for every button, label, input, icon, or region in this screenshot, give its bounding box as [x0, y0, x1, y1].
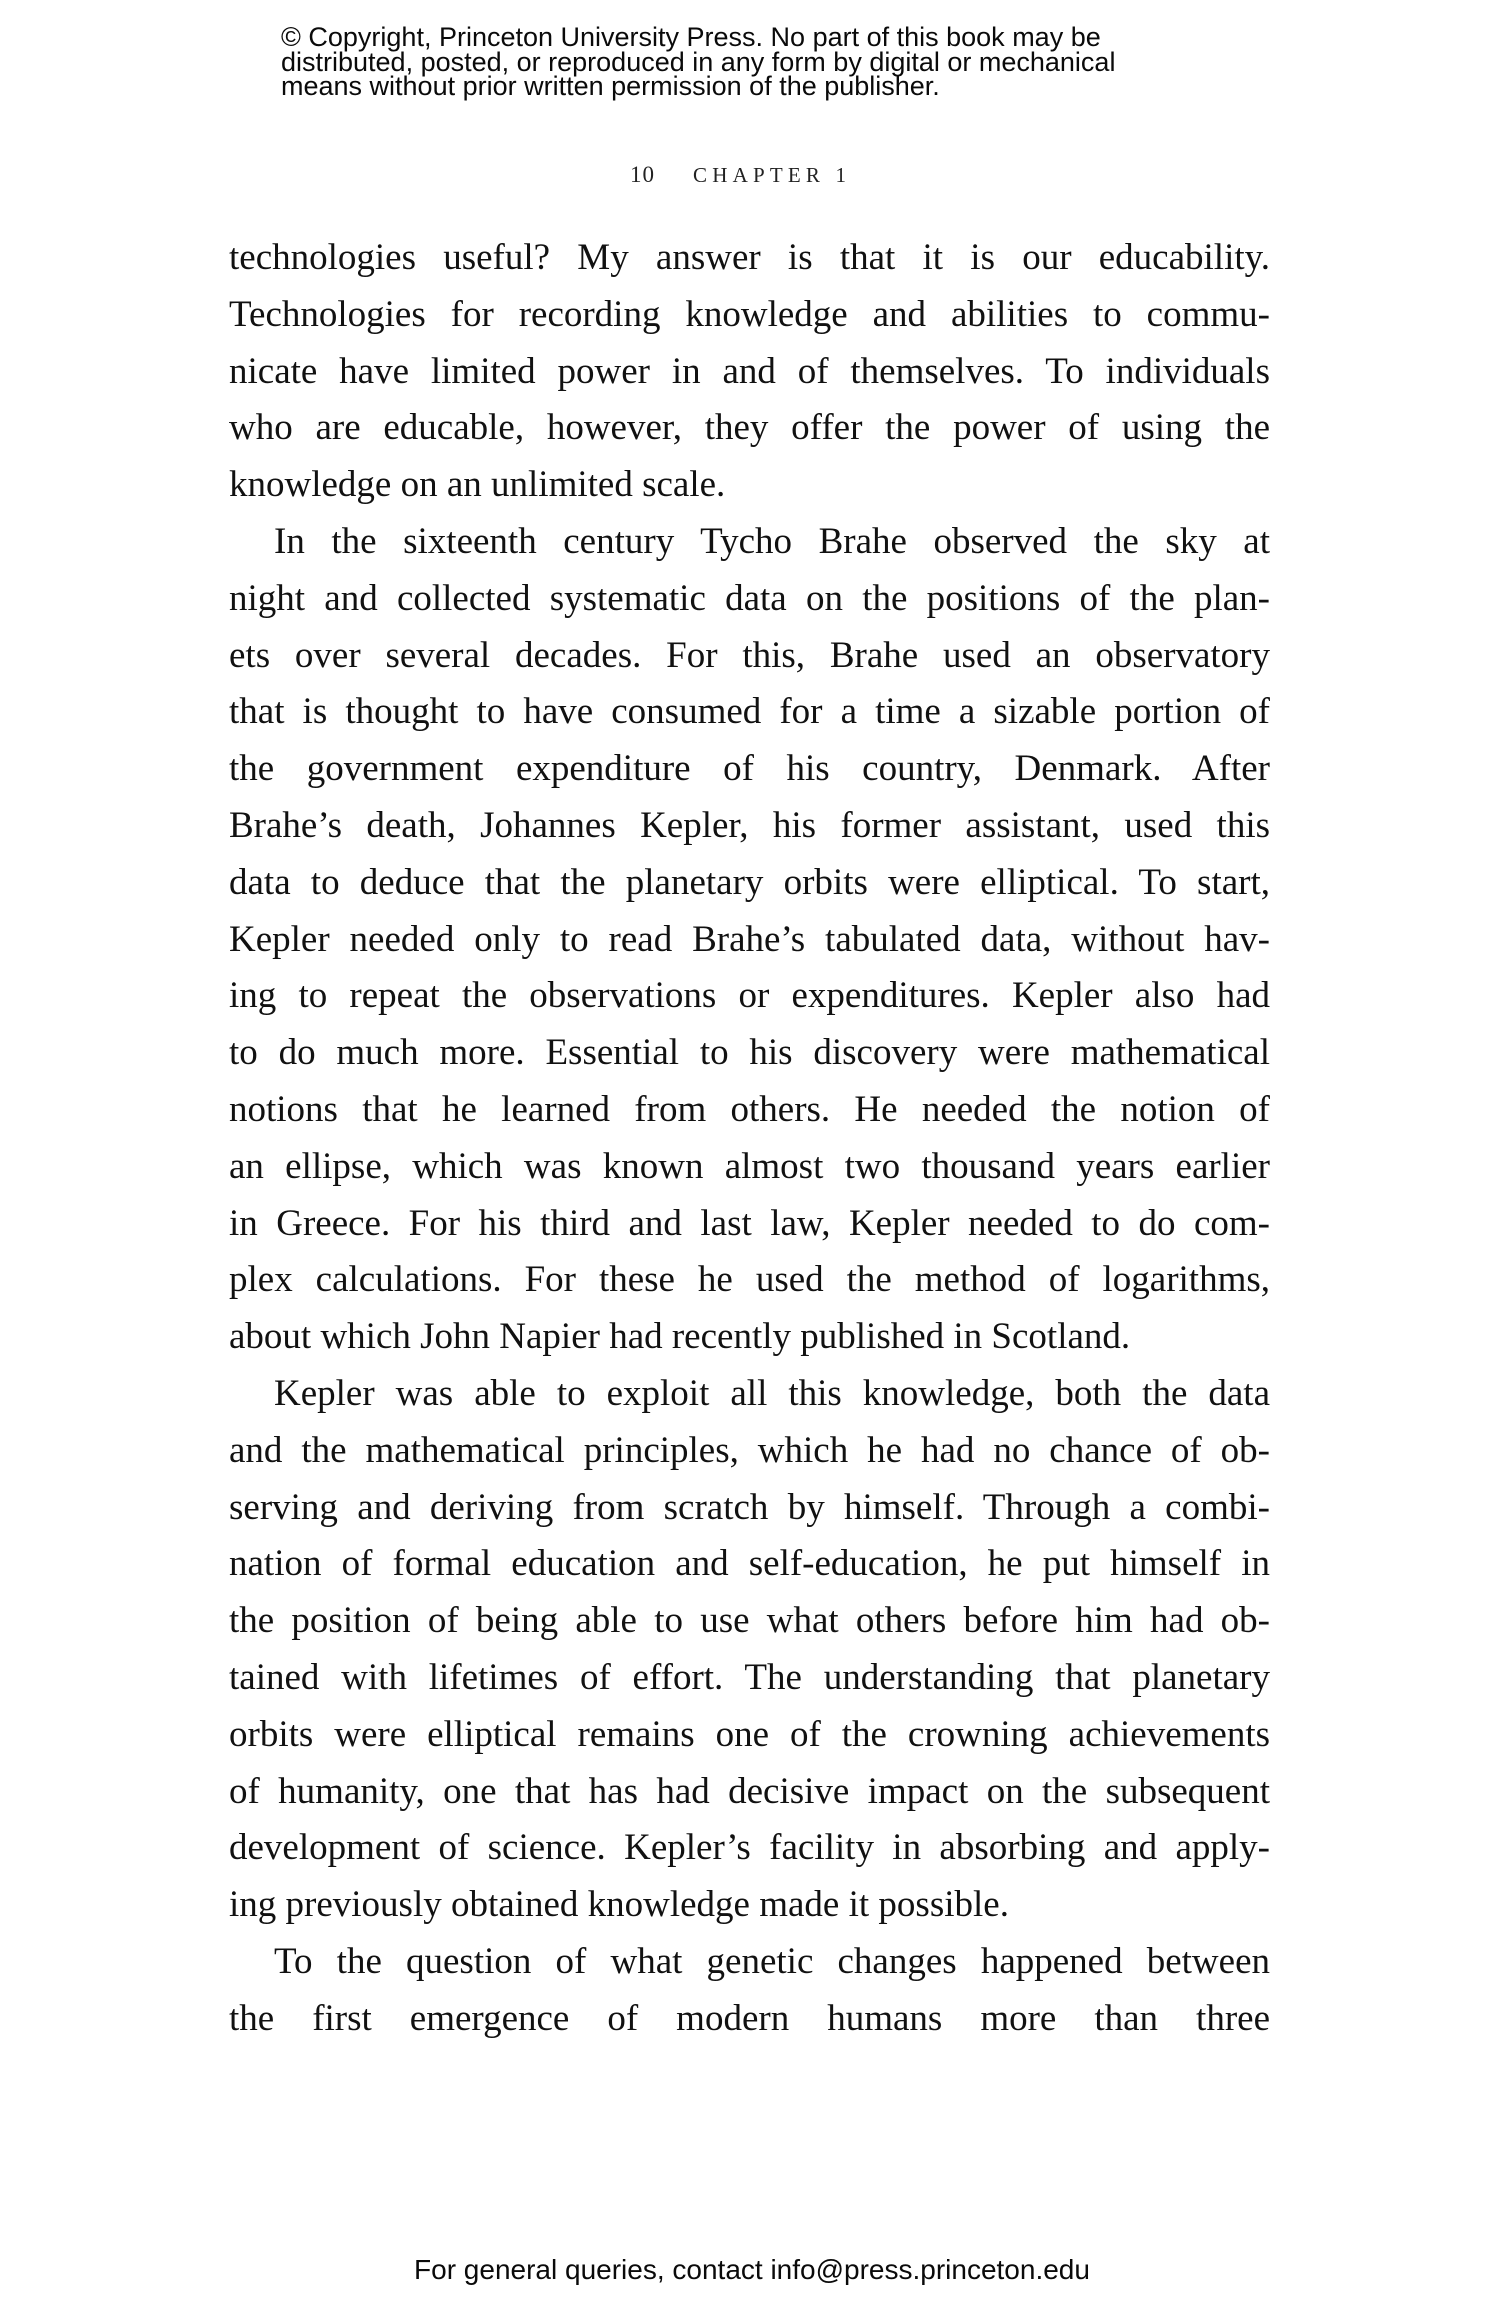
text-line: that is thought to have consumed for a time a sizable portion of [229, 691, 1270, 733]
paragraph-1 [229, 230, 1270, 514]
text-line: ets over several decades. For this, Brahe used an observatory [229, 634, 1270, 676]
copyright-line: © Copyright, Princeton University Press. No part of this book may be [281, 22, 1101, 52]
text-line: about which John Napier had recently published in Scotland. [229, 1316, 1131, 1358]
text-line: of humanity, one that has had decisive impact on the subsequent [229, 1770, 1270, 1812]
paragraph-2 [229, 514, 1270, 1366]
text-line: Technologies for recording knowledge and abilities to commu- [229, 293, 1270, 335]
text-line: tained with lifetimes of effort. The understanding that planetary [229, 1656, 1270, 1698]
footer-contact: For general queries, contact info@press.princeton.edu [414, 2254, 1090, 2285]
text-line: nation of formal education and self-education, he put himself in [229, 1543, 1270, 1585]
text-line: an ellipse, which was known almost two thousand years earlier [229, 1145, 1270, 1187]
body-text [229, 230, 1270, 2048]
copyright-notice [281, 22, 1281, 101]
text-line: night and collected systematic data on the positions of the plan- [229, 577, 1270, 619]
text-line: In the sixteenth century Tycho Brahe observed the sky at [274, 520, 1270, 562]
chapter-label: CHAPTER 1 [693, 163, 852, 187]
text-line: plex calculations. For these he used the method of logarithms, [229, 1259, 1270, 1301]
text-line: in Greece. For his third and last law, Kepler needed to do com- [229, 1202, 1270, 1244]
text-line: nicate have limited power in and of themselves. To individuals [229, 350, 1270, 392]
text-line: Brahe’s death, Johannes Kepler, his former assistant, used this [229, 804, 1270, 846]
running-head [0, 160, 1500, 190]
text-line: ing to repeat the observations or expenditures. Kepler also had [229, 975, 1270, 1017]
text-line: to do much more. Essential to his discovery were mathematical [229, 1032, 1270, 1074]
text-line: orbits were elliptical remains one of the crowning achievements [229, 1713, 1270, 1755]
copyright-line: distributed, posted, or reproduced in any form by digital or mechanical [281, 46, 1116, 77]
copyright-line: means without prior written permission of the publisher. [281, 71, 940, 101]
text-line: the position of being able to use what others before him had ob- [229, 1600, 1270, 1642]
paragraph-4 [229, 1934, 1270, 2048]
text-line: who are educable, however, they offer the power of using the [229, 407, 1270, 449]
text-line: serving and deriving from scratch by himself. Through a combi- [229, 1486, 1270, 1528]
text-line: and the mathematical principles, which he had no chance of ob- [229, 1429, 1270, 1471]
text-line: Kepler was able to exploit all this knowledge, both the data [274, 1372, 1270, 1414]
text-line: the government expenditure of his country, Denmark. After [229, 748, 1270, 790]
text-line: knowledge on an unlimited scale. [229, 464, 726, 506]
text-line: To the question of what genetic changes happened between [274, 1940, 1270, 1982]
text-line: ing previously obtained knowledge made it possible. [229, 1884, 1009, 1926]
text-line: data to deduce that the planetary orbits were elliptical. To start, [229, 861, 1270, 903]
text-line: development of science. Kepler’s facility in absorbing and apply- [229, 1827, 1270, 1869]
text-line: notions that he learned from others. He needed the notion of [229, 1088, 1270, 1130]
page-number: 10 [630, 162, 655, 187]
text-line: Kepler needed only to read Brahe’s tabulated data, without hav- [229, 918, 1270, 960]
paragraph-3 [229, 1366, 1270, 1934]
text-line: technologies useful? My answer is that it is our educability. [229, 237, 1270, 278]
text-line: the first emergence of modern humans more than three [229, 1997, 1270, 2039]
